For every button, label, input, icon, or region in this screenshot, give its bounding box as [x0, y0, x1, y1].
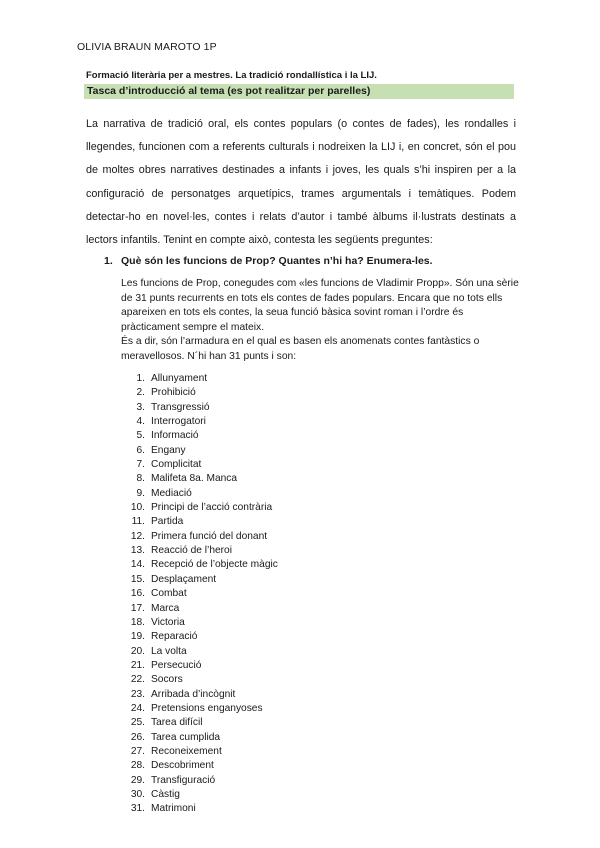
list-item-number: 1. [136, 373, 145, 384]
list-item [121, 645, 278, 659]
list-item-number: 29. [130, 774, 145, 786]
list-item-label: Matrimoni [151, 803, 196, 815]
list-item-label: Tarea difícil [151, 717, 203, 729]
list-item-label: Interrogatori [151, 416, 206, 428]
list-item [121, 702, 278, 716]
list-item-number: 24. [130, 702, 145, 714]
list-item-label: Transfiguració [151, 774, 216, 786]
list-item-label: Prohibició [151, 387, 196, 399]
list-item [121, 415, 278, 429]
list-item-label: Reparació [151, 631, 198, 643]
list-item [121, 745, 278, 759]
list-item-number: 19. [130, 631, 145, 643]
list-item [121, 788, 278, 802]
task-title: Tasca d’introducció al tema (es pot realitzar per parelles) [84, 84, 514, 99]
list-item-label: Descobriment [151, 760, 214, 772]
list-item-label: Tarea cumplida [151, 731, 221, 743]
list-item-label: Engany [151, 444, 186, 456]
list-item-label: La volta [151, 645, 187, 657]
list-item-number: 13. [130, 545, 145, 557]
list-item [121, 530, 278, 544]
list-item [121, 673, 278, 687]
list-item [121, 472, 278, 486]
list-item-number: 28. [130, 760, 145, 772]
course-title: Formació literària per a mestres. La tradició rondallística i la LIJ. [86, 70, 377, 81]
list-item-number: 17. [130, 602, 145, 614]
list-item [121, 515, 278, 529]
list-item-label: Informació [151, 430, 199, 442]
list-item [121, 429, 278, 443]
list-item-number: 22. [130, 674, 145, 686]
answer-paragraph-1: Les funcions de Prop, conegudes com «les funcions de Vladimir Propp». Són una sèrie de 31 punts recurrents en tots els contes de fades populars. Encara que no tots ells apareixen en tots els contes, la seua funció bàsica sovint roman i l’ordre és pràcticament sempre el mateix. [121, 278, 519, 333]
list-item [121, 716, 278, 730]
list-item-label: Malifeta 8a. Manca [151, 473, 238, 485]
list-item-label: Primera funció del donant [151, 530, 268, 542]
list-item [121, 731, 278, 745]
list-item-label: Victoria [151, 616, 185, 628]
list-item-label: Partida [151, 516, 184, 528]
answer-block [121, 277, 521, 365]
list-item-number: 8. [136, 473, 145, 485]
list-item-label: Complicitat [151, 459, 202, 471]
list-item [121, 688, 278, 702]
list-item-label: Arribada d’incògnit [151, 688, 236, 700]
list-item-number: 23. [130, 688, 145, 700]
list-item-label: Desplaçament [151, 573, 217, 585]
list-item-number: 12. [130, 530, 145, 542]
list-item-label: Reconeixement [151, 745, 222, 757]
list-item-label: Persecució [151, 659, 202, 671]
list-item [121, 501, 278, 515]
list-item [121, 544, 278, 558]
list-item [121, 616, 278, 630]
list-item-number: 4. [136, 416, 145, 428]
list-item [121, 802, 278, 816]
list-item-label: Reacció de l’heroi [151, 545, 232, 557]
list-item-label: Allunyament [151, 373, 208, 384]
list-item-number: 5. [136, 430, 145, 442]
list-item-number: 21. [130, 659, 145, 671]
list-item-number: 7. [136, 459, 145, 471]
list-item-number: 14. [130, 559, 145, 571]
question-1 [104, 255, 433, 267]
list-item [121, 487, 278, 501]
list-item-label: Principi de l’acció contrària [151, 502, 273, 514]
propp-functions-list [121, 372, 278, 817]
list-item [121, 630, 278, 644]
list-item-number: 31. [130, 803, 145, 815]
list-item-number: 10. [130, 502, 145, 514]
list-item [121, 386, 278, 400]
list-item-label: Marca [151, 602, 180, 614]
answer-paragraph-2: És a dir, són l’armadura en el qual es basen els anomenats contes fantàstics o meravellosos. N´hi han 31 punts i son: [121, 336, 480, 362]
list-item [121, 458, 278, 472]
list-item-label: Mediació [151, 487, 192, 499]
list-item [121, 401, 278, 415]
list-item-number: 16. [130, 588, 145, 600]
intro-paragraph: La narrativa de tradició oral, els contes populars (o contes de fades), les rondalles i llegendes, funcionen com a referents culturals i nodreixen la LIJ i, en concret, són el pou de moltes obres narratives destinades a infants i joves, les quals s’hi inspiren per a la configuració de personatges arquetípics, trames argumentals i temàtiques. Podem detectar-ho en novel·les, contes i relats d’autor i també àlbums il·lustrats destinats a lectors infantils. Tenint en compte això, contesta les següents preguntes: [86, 118, 516, 247]
question-text: Què són les funcions de Prop? Quantes n’hi ha? Enumera-les. [121, 255, 433, 267]
list-item-number: 15. [130, 573, 145, 585]
list-item-number: 11. [131, 516, 145, 528]
list-item-number: 20. [130, 645, 145, 657]
list-item-number: 25. [130, 717, 145, 729]
list-item-label: Recepció de l’objecte màgic [151, 559, 278, 571]
list-item-label: Socors [151, 674, 183, 686]
list-item [121, 558, 278, 572]
list-item-number: 18. [130, 616, 145, 628]
list-item-label: Transgressió [151, 401, 210, 413]
list-item-label: Combat [151, 588, 187, 600]
list-item [121, 602, 278, 616]
list-item-number: 6. [136, 444, 145, 456]
list-item [121, 659, 278, 673]
question-number: 1. [104, 255, 113, 267]
list-item-number: 27. [130, 745, 145, 757]
list-item [121, 759, 278, 773]
list-item [121, 774, 278, 788]
author-header: OLIVIA BRAUN MAROTO 1P [77, 41, 217, 53]
list-item-number: 30. [130, 788, 145, 800]
list-item [121, 587, 278, 601]
list-item [121, 444, 278, 458]
list-item [121, 372, 278, 386]
list-item [121, 573, 278, 587]
list-item-number: 3. [136, 401, 145, 413]
list-item-label: Pretensions enganyoses [151, 702, 263, 714]
list-item-number: 26. [130, 731, 145, 743]
list-item-label: Càstig [151, 788, 180, 800]
list-item-number: 2. [136, 387, 145, 399]
list-item-number: 9. [136, 487, 145, 499]
